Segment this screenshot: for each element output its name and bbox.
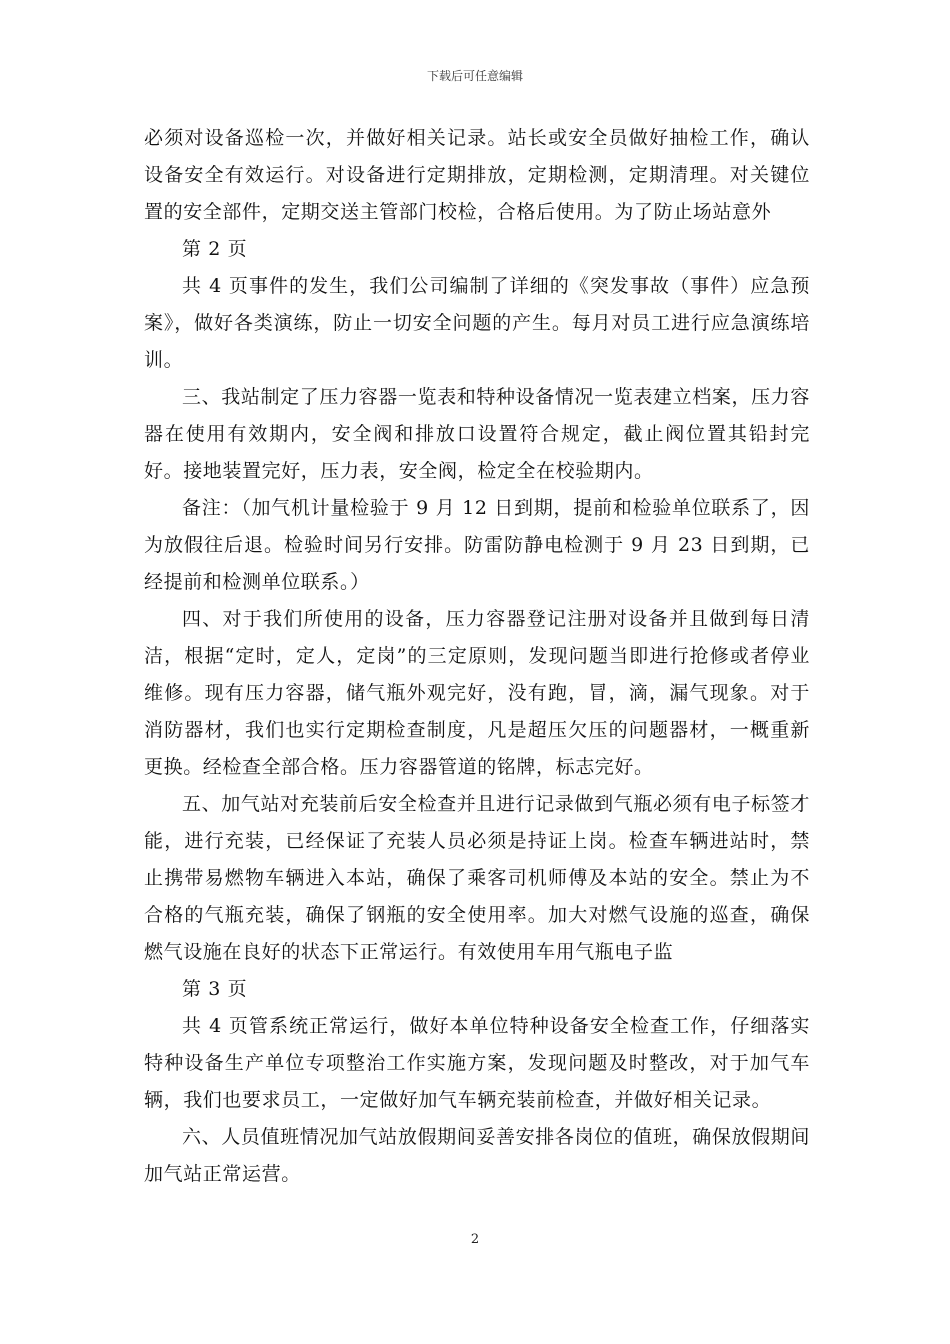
paragraph-4: 四、对于我们所使用的设备，压力容器登记注册对设备并且做到每日清洁，根据“定时，定人，定岗”的三定原则，发现问题当即进行抢修或者停业维修。现有压力容器，储气瓶外观完好，没有跑，冒，滴，漏气现象。对于消防器材，我们也实行定期检查制度，凡是超压欠压的问题器材，一概重新更换。经检查全部合格。压力容器管道的铭牌，标志完好。 bbox=[144, 608, 810, 778]
paragraph-6: 共 4 页管系统正常运行，做好本单位特种设备安全检查工作，仔细落实特种设备生产单位专项整治工作实施方案，发现问题及时整改，对于加气车辆，我们也要求员工，一定做好加气车辆充装前检查，并做好相关记录。 bbox=[144, 1015, 810, 1111]
page-marker-3: 第 3 页 bbox=[182, 978, 248, 1000]
paragraph-5: 五、加气站对充装前后安全检查并且进行记录做到气瓶必须有电子标签才能，进行充装，已经保证了充装人员必须是持证上岗。检查车辆进站时，禁止携带易燃物车辆进入本站，确保了乘客司机师傅及本站的安全。禁止为不合格的气瓶充装，确保了钢瓶的安全使用率。加大对燃气设施的巡查，确保燃气设施在良好的状态下正常运行。有效使用车用气瓶电子监 bbox=[144, 793, 810, 963]
page-number: 2 bbox=[470, 1232, 480, 1247]
paragraph-note: 备注：（加气机计量检验于 9 月 12 日到期，提前和检验单位联系了，因为放假往后退。检验时间另行安排。防雷防静电检测于 9 月 23 日到期，已经提前和检测单位联系。） bbox=[144, 497, 810, 593]
page-header: 下载后可任意编辑 bbox=[426, 69, 523, 83]
paragraph-1: 必须对设备巡检一次，并做好相关记录。站长或安全员做好抽检工作，确认设备安全有效运行。对设备进行定期排放，定期检测，定期清理。对关键位置的安全部件，定期交送主管部门校检，合格后使用。为了防止场站意外 bbox=[144, 127, 810, 223]
paragraph-2: 共 4 页事件的发生，我们公司编制了详细的《突发事故（事件）应急预案》，做好各类演练，防止一切安全问题的产生。每月对员工进行应急演练培训。 bbox=[144, 275, 810, 371]
paragraph-7: 六、人员值班情况加气站放假期间妥善安排各岗位的值班，确保放假期间加气站正常运营。 bbox=[144, 1126, 810, 1185]
page-marker-2: 第 2 页 bbox=[182, 238, 248, 260]
paragraph-3: 三、我站制定了压力容器一览表和特种设备情况一览表建立档案，压力容器在使用有效期内，安全阀和排放口设置符合规定，截止阀位置其铅封完好。接地装置完好，压力表，安全阀，检定全在校验期内。 bbox=[144, 386, 810, 482]
document-body bbox=[144, 120, 810, 1193]
